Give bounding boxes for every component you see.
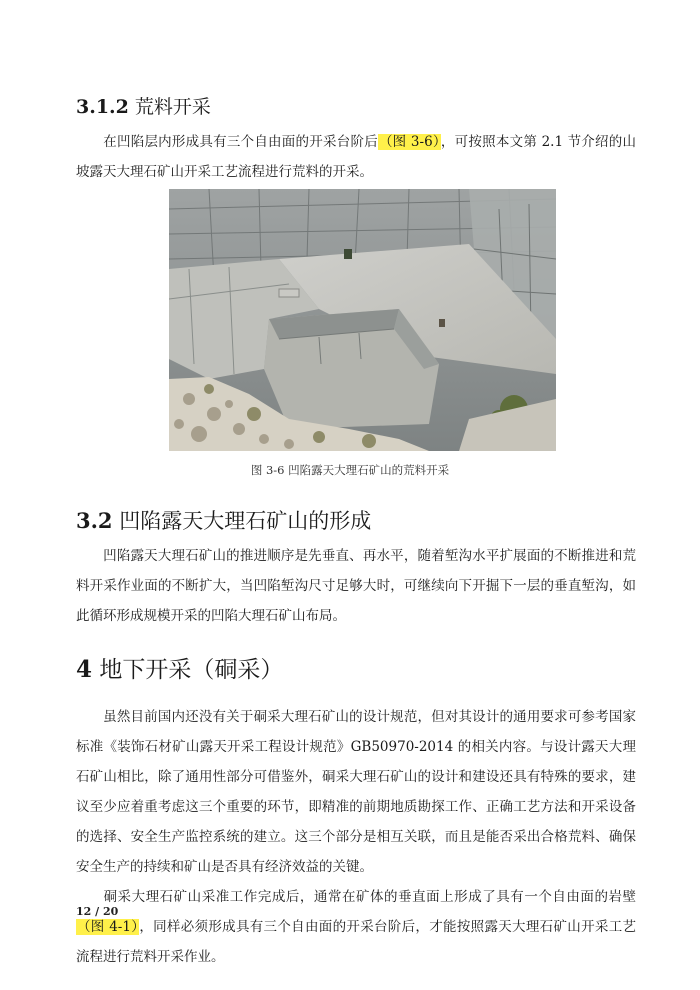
figure-reference-4-1[interactable]: （图 4-1） xyxy=(77,919,139,935)
paragraph-text: 凹陷露天大理石矿山的推进顺序是先垂直、再水平，随着堑沟水平扩展面的不断推进和荒料开采作业面的不断扩大，当凹陷堑沟尺寸足够大时，可继续向下开掘下一层的垂直堑沟，如此循环形成规模开采的凹陷大理石矿山布局。 xyxy=(76,548,636,624)
section-title: 凹陷露天大理石矿山的形成 xyxy=(112,509,372,533)
paragraph-text: ，同样必须形成具有三个自由面的开采台阶后，才能按照露天大理石矿山开采工艺流程进行荒料开采作业。 xyxy=(76,919,637,965)
paragraph-underground xyxy=(76,702,636,972)
quarry-photo xyxy=(169,189,556,451)
figure-reference-3-6[interactable]: （图 3-6） xyxy=(378,134,440,150)
section-title: 荒料开采 xyxy=(128,96,211,118)
section-heading-3-2 xyxy=(76,505,371,535)
section-number: 3.1.2 xyxy=(76,96,129,118)
section-heading-3-1-2 xyxy=(76,92,211,119)
page-number: 12 / 20 xyxy=(76,905,119,918)
section-number: 3.2 xyxy=(76,508,113,533)
paragraph-formation xyxy=(76,541,636,631)
paragraph-text: 在凹陷层内形成具有三个自由面的开采台阶后 xyxy=(103,134,378,150)
paragraph-extraction xyxy=(76,127,636,187)
paragraph-text: ，可按照本文第 2.1 节介绍的山坡露天大理石矿山开采工艺流程进行荒料的开采。 xyxy=(76,134,637,180)
paragraph-text: 虽然目前国内还没有关于硐采大理石矿山的设计规范，但对其设计的通用要求可参考国家标准《装饰石材矿山露天开采工程设计规范》GB50970-2014 的相关内容。与设计露天大理石矿山相比，除了通用性部分可借鉴外，硐采大理石矿山的设计和建设还具有特殊的要求，建议至少应着重考虑这三个重要的环节，即精准的前期地质勘探工作、正确工艺方法和开采设备的选择、安全生产监控系统的建立。这三个部分是相互关联，而且是能否采出合格荒料、确保安全生产的持续和矿山是否具有经济效益的关键。 xyxy=(76,709,636,875)
section-title: 地下开采（硐采） xyxy=(92,657,284,683)
paragraph-text: 硐采大理石矿山采准工作完成后，通常在矿体的垂直面上形成了具有一个自由面的岩壁 xyxy=(103,889,636,905)
section-heading-4 xyxy=(76,651,283,684)
section-number: 4 xyxy=(76,656,93,683)
figure-caption: 图 3-6 凹陷露天大理石矿山的荒料开采 xyxy=(250,463,450,477)
